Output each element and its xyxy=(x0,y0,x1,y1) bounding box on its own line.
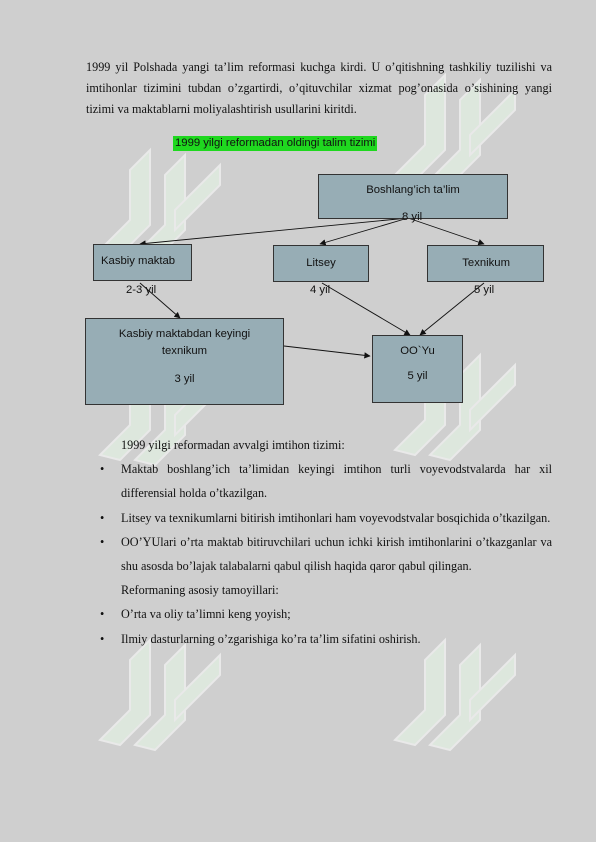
box-lyceum-label: Litsey xyxy=(306,257,336,269)
box-vocational-school xyxy=(93,244,192,281)
list-item-text: Maktab boshlang’ich ta’limidan keyingi imtihon turli voyevodstvalarda har xil differensial holda o’tkazilgan. xyxy=(121,462,552,501)
list-item xyxy=(86,627,552,651)
arrow-primary-to-lyceum xyxy=(320,218,408,244)
lyceum-years-label: 4 yil xyxy=(310,284,331,296)
intro-paragraph: 1999 yil Polshada yangi ta’lim reformasi kuchga kirdi. U o’qitishning tashkiliy tuzilishi va imtihonlar tizimini tubdan o’zgartirdi, o’qituvchilar xizmat pog’onasida o’sishining yangi tizimi va maktablarni moliyalashtirish usullarini kiritdi. xyxy=(86,60,552,116)
reform-heading: Reformaning asosiy tamoyillari: xyxy=(121,583,279,598)
box-primary-label: Boshlang’ich ta’lim xyxy=(366,184,460,196)
bullet-icon: • xyxy=(100,534,105,549)
box-vocational-label: Kasbiy maktab xyxy=(101,255,176,267)
box-technical-school xyxy=(427,245,544,282)
list-item xyxy=(86,506,552,530)
box-university-label: OO`Yu xyxy=(400,345,435,357)
arrow-post-to-university xyxy=(284,346,370,356)
list-item xyxy=(86,530,552,578)
list-item xyxy=(86,457,552,505)
box-university-years: 5 yil xyxy=(407,370,428,382)
exam-and-reform-lists xyxy=(86,433,552,651)
box-lyceum xyxy=(273,245,369,282)
box-university xyxy=(372,335,463,403)
list-item xyxy=(86,602,552,626)
bullet-icon: • xyxy=(100,462,105,477)
exam-heading: 1999 yilgi reformadan avvalgi imtihon tizimi: xyxy=(121,438,345,452)
list-item-text: Litsey va texnikumlarni bitirish imtihonlari ham voyevodstvalar bosqichida o’tkazilgan. xyxy=(121,510,551,525)
diagram-title: 1999 yilgi reformadan oldingi talim tizimi xyxy=(175,137,376,149)
box-technical-label: Texnikum xyxy=(462,257,510,269)
arrow-lyceum-to-university xyxy=(322,283,410,335)
list-item-text: O’rta va oliy ta’limni keng yoyish; xyxy=(121,607,291,622)
primary-years-label: 8 yil xyxy=(402,211,423,223)
technical-years-label: 5 yil xyxy=(474,284,495,296)
list-item-text: Ilmiy dasturlarning o’zgarishiga ko’ra ta’lim sifatini oshirish. xyxy=(121,631,421,646)
bullet-icon: • xyxy=(100,631,105,646)
box-post-vocational-technical xyxy=(85,318,284,405)
bullet-icon: • xyxy=(100,510,105,525)
bullet-icon: • xyxy=(100,607,105,622)
list-item-text: OO’YUlari o’rta maktab bitiruvchilari uchun ichki kirish imtihonlarini o’tkazganlar va shu asosda bo’lajak talabalarni qabul qilish haqida qaror qabul qilingan. xyxy=(121,534,552,574)
vocational-years-label: 2-3 yil xyxy=(126,284,157,296)
box-post-vocational-years: 3 yil xyxy=(174,373,195,385)
box-post-vocational-label: Kasbiy maktabdan keyingi texnikum xyxy=(118,328,251,357)
